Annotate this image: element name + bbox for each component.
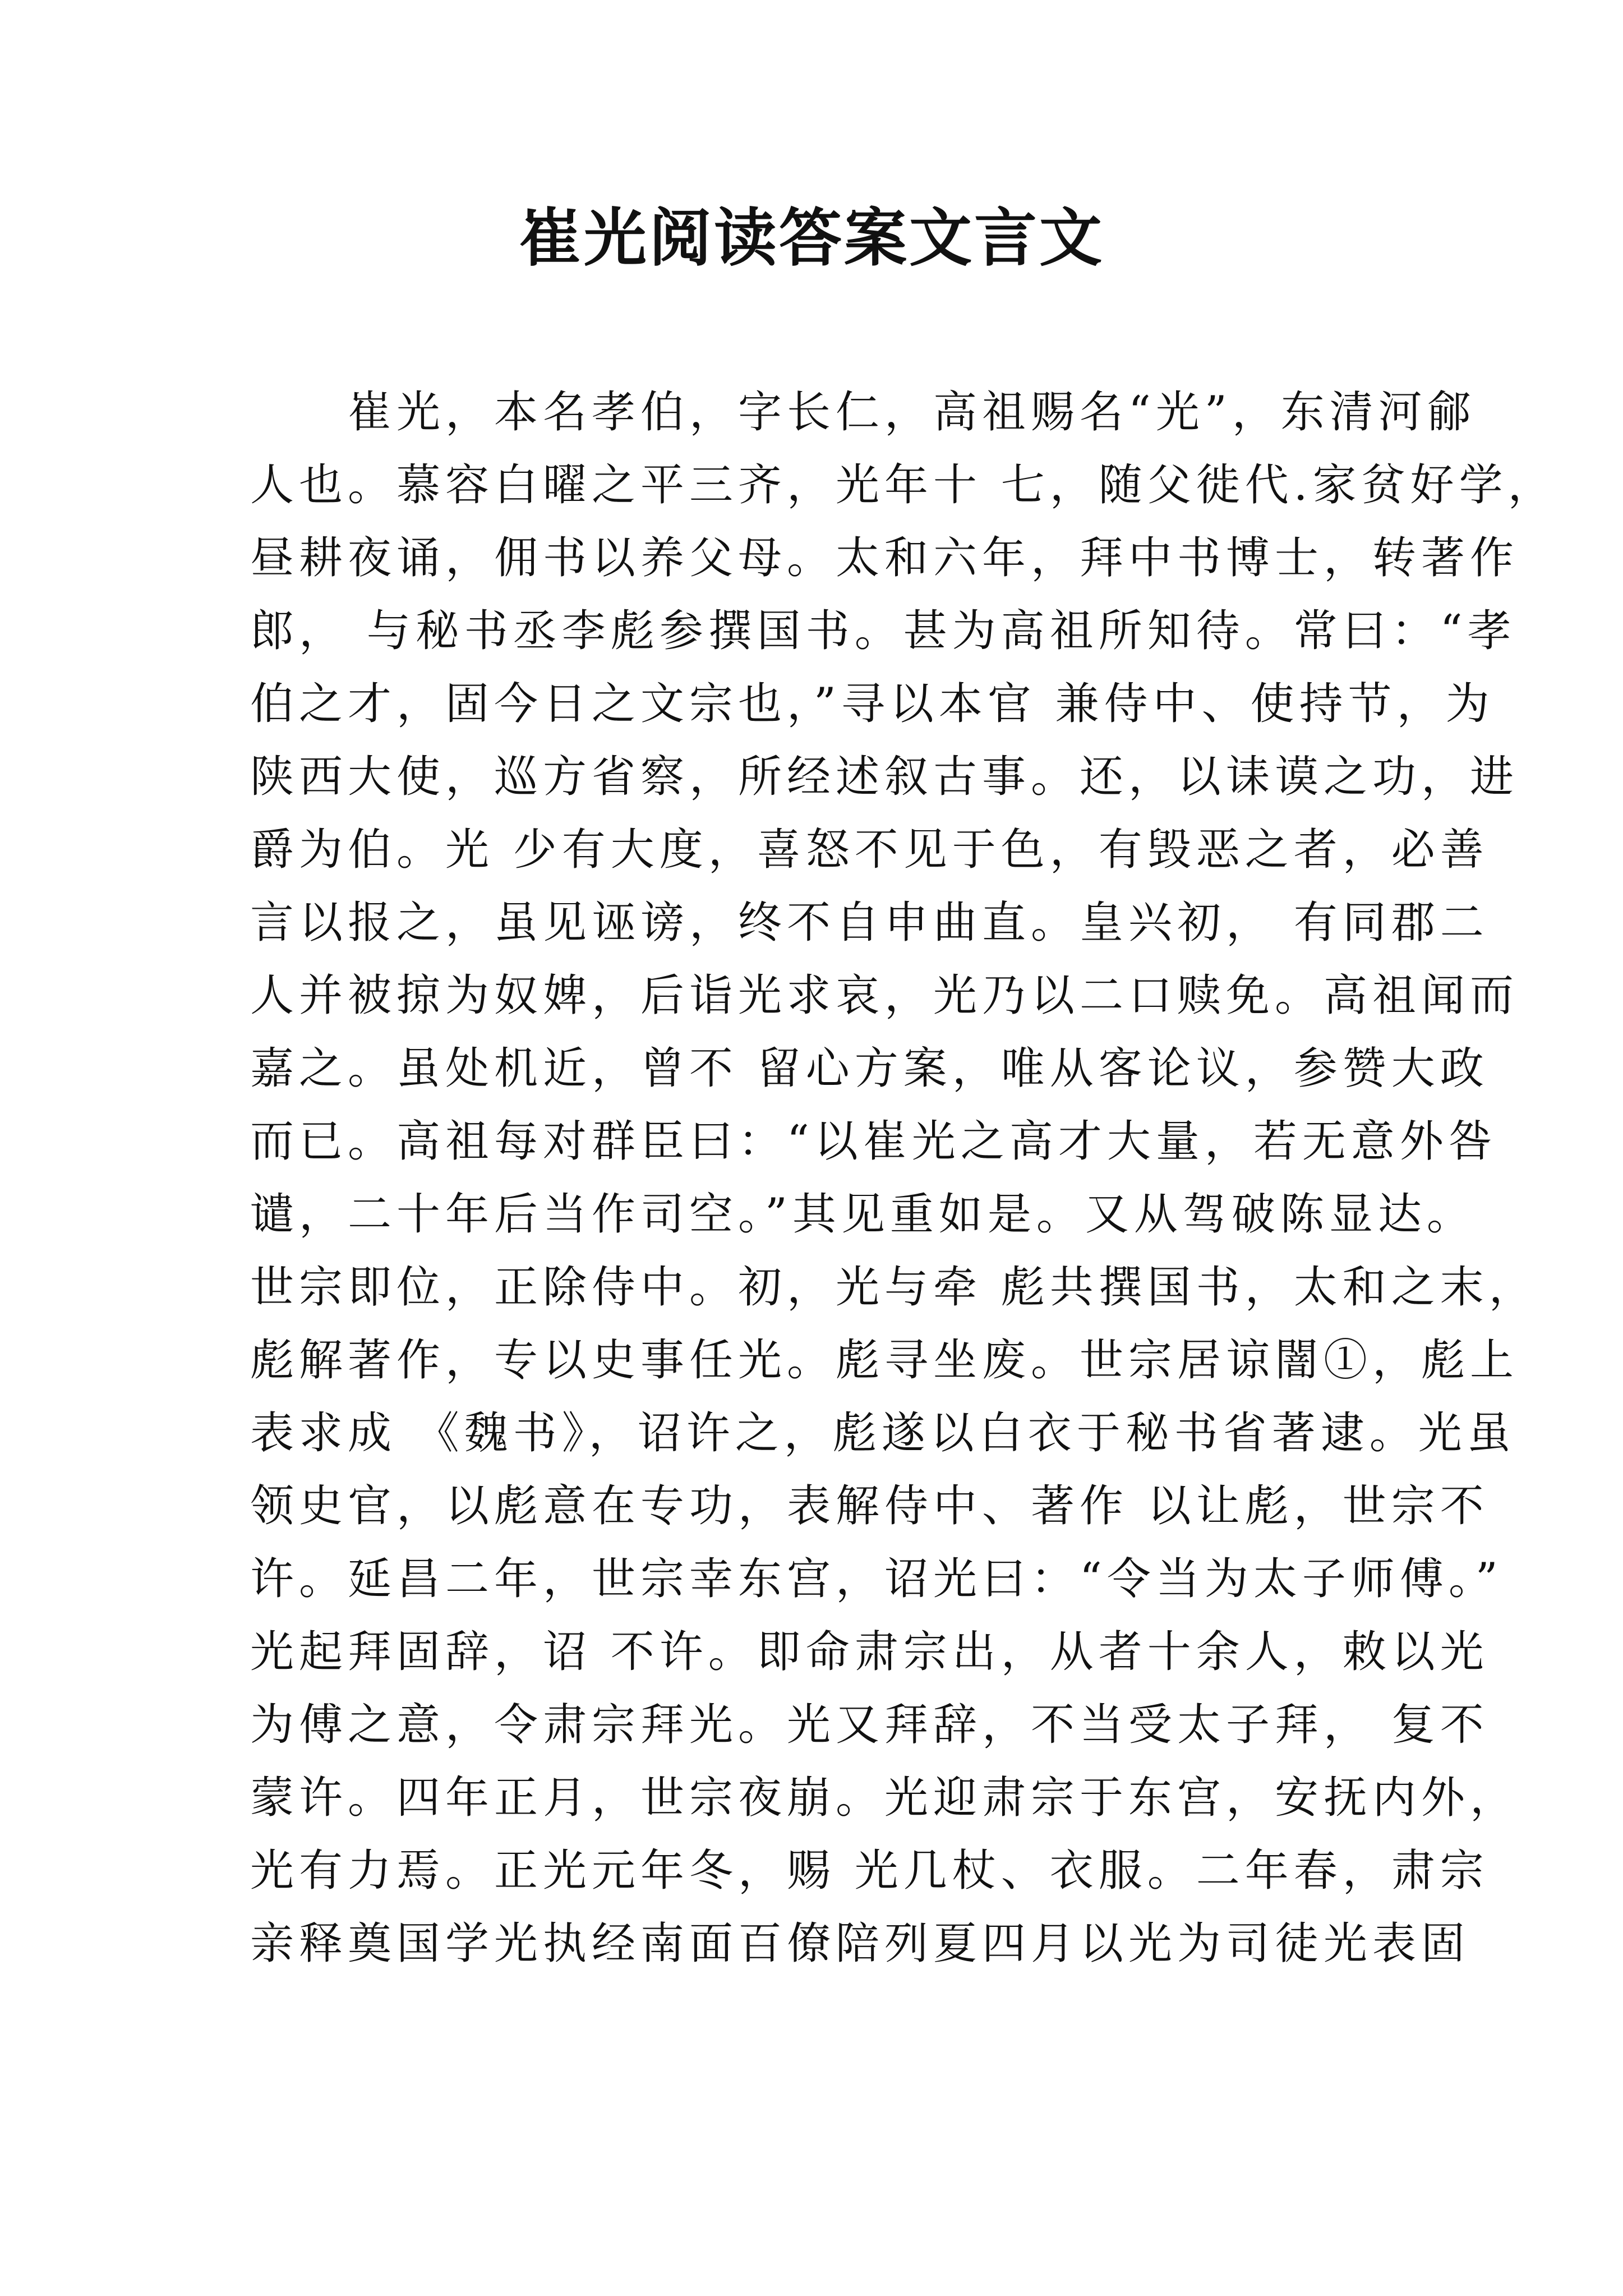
text-line: 伯之才，固今日之文宗也，”寻以本官 兼侍中、使持节，为: [250, 679, 1495, 729]
text-line: 领史官，以彪意在专功，表解侍中、著作 以让彪，世宗不: [250, 1481, 1489, 1531]
text-line: 光有力焉。正光元年冬，赐 光几杖、衣服。二年春，肃宗: [250, 1846, 1489, 1896]
text-line: 蒙许。四年正月，世宗夜崩。光迎肃宗于东宫，安抚内外，: [250, 1773, 1519, 1823]
text-line: 崔光，本名孝伯，字长仁，高祖赐名“光”，东清河鄃: [250, 387, 1476, 438]
text-line: 爵为伯。光 少有大度，喜怒不见于色，有毁恶之者，必善: [250, 825, 1489, 875]
document-title: 崔光阅读答案文言文: [519, 202, 1104, 275]
text-line: 谴，二十年后当作司空。”其见重如是。又从驾破陈显达。: [250, 1189, 1476, 1240]
text-line: 陕西大使，巡方省察，所经述叙古事。还，以诔谟之功，进: [250, 752, 1519, 802]
text-line: 昼耕夜诵，佣书以养父母。太和六年，拜中书博士，转著作: [250, 533, 1519, 583]
text-line: 为傅之意，令肃宗拜光。光又拜辞，不当受太子拜， 复不: [250, 1700, 1489, 1750]
text-line: 而已。高祖每对群臣曰：“以崔光之高才大量，若无意外咎: [250, 1116, 1497, 1167]
text-line: 表求成 《魏书》，诏许之，彪遂以白衣于秘书省著逮。光虽: [250, 1408, 1516, 1458]
text-line: 亲释奠国学光执经南面百僚陪列夏四月以光为司徒光表固: [250, 1918, 1470, 1969]
text-line: 世宗即位，正除侍中。初，光与牵 彪共撰国书，太和之末，: [250, 1262, 1538, 1313]
text-line: 郎， 与秘书丞李彪参撰国书。甚为高祖所知待。常曰：“孝: [250, 606, 1516, 656]
text-line: 人并被掠为奴婢，后诣光求哀，光乃以二口赎免。高祖闻而: [250, 970, 1519, 1021]
text-line: 人也。慕容白曜之平三齐，光年十 七，随父徙代.家贫好学，: [250, 460, 1557, 510]
text-line: 嘉之。虽处机近，曾不 留心方案，唯从客论议，参赞大政: [250, 1043, 1489, 1094]
text-line: 许。延昌二年，世宗幸东宫，诏光曰：“令当为太子师傅。”: [250, 1554, 1503, 1604]
text-line: 言以报之，虽见诬谤，终不自申曲直。皇兴初， 有同郡二: [250, 898, 1489, 948]
text-line: 光起拜固辞，诏 不许。即命肃宗出，从者十余人，敕以光: [250, 1627, 1489, 1677]
text-line: 彪解著作，专以史事任光。彪寻坐废。世宗居谅闇①，彪上: [250, 1335, 1519, 1386]
